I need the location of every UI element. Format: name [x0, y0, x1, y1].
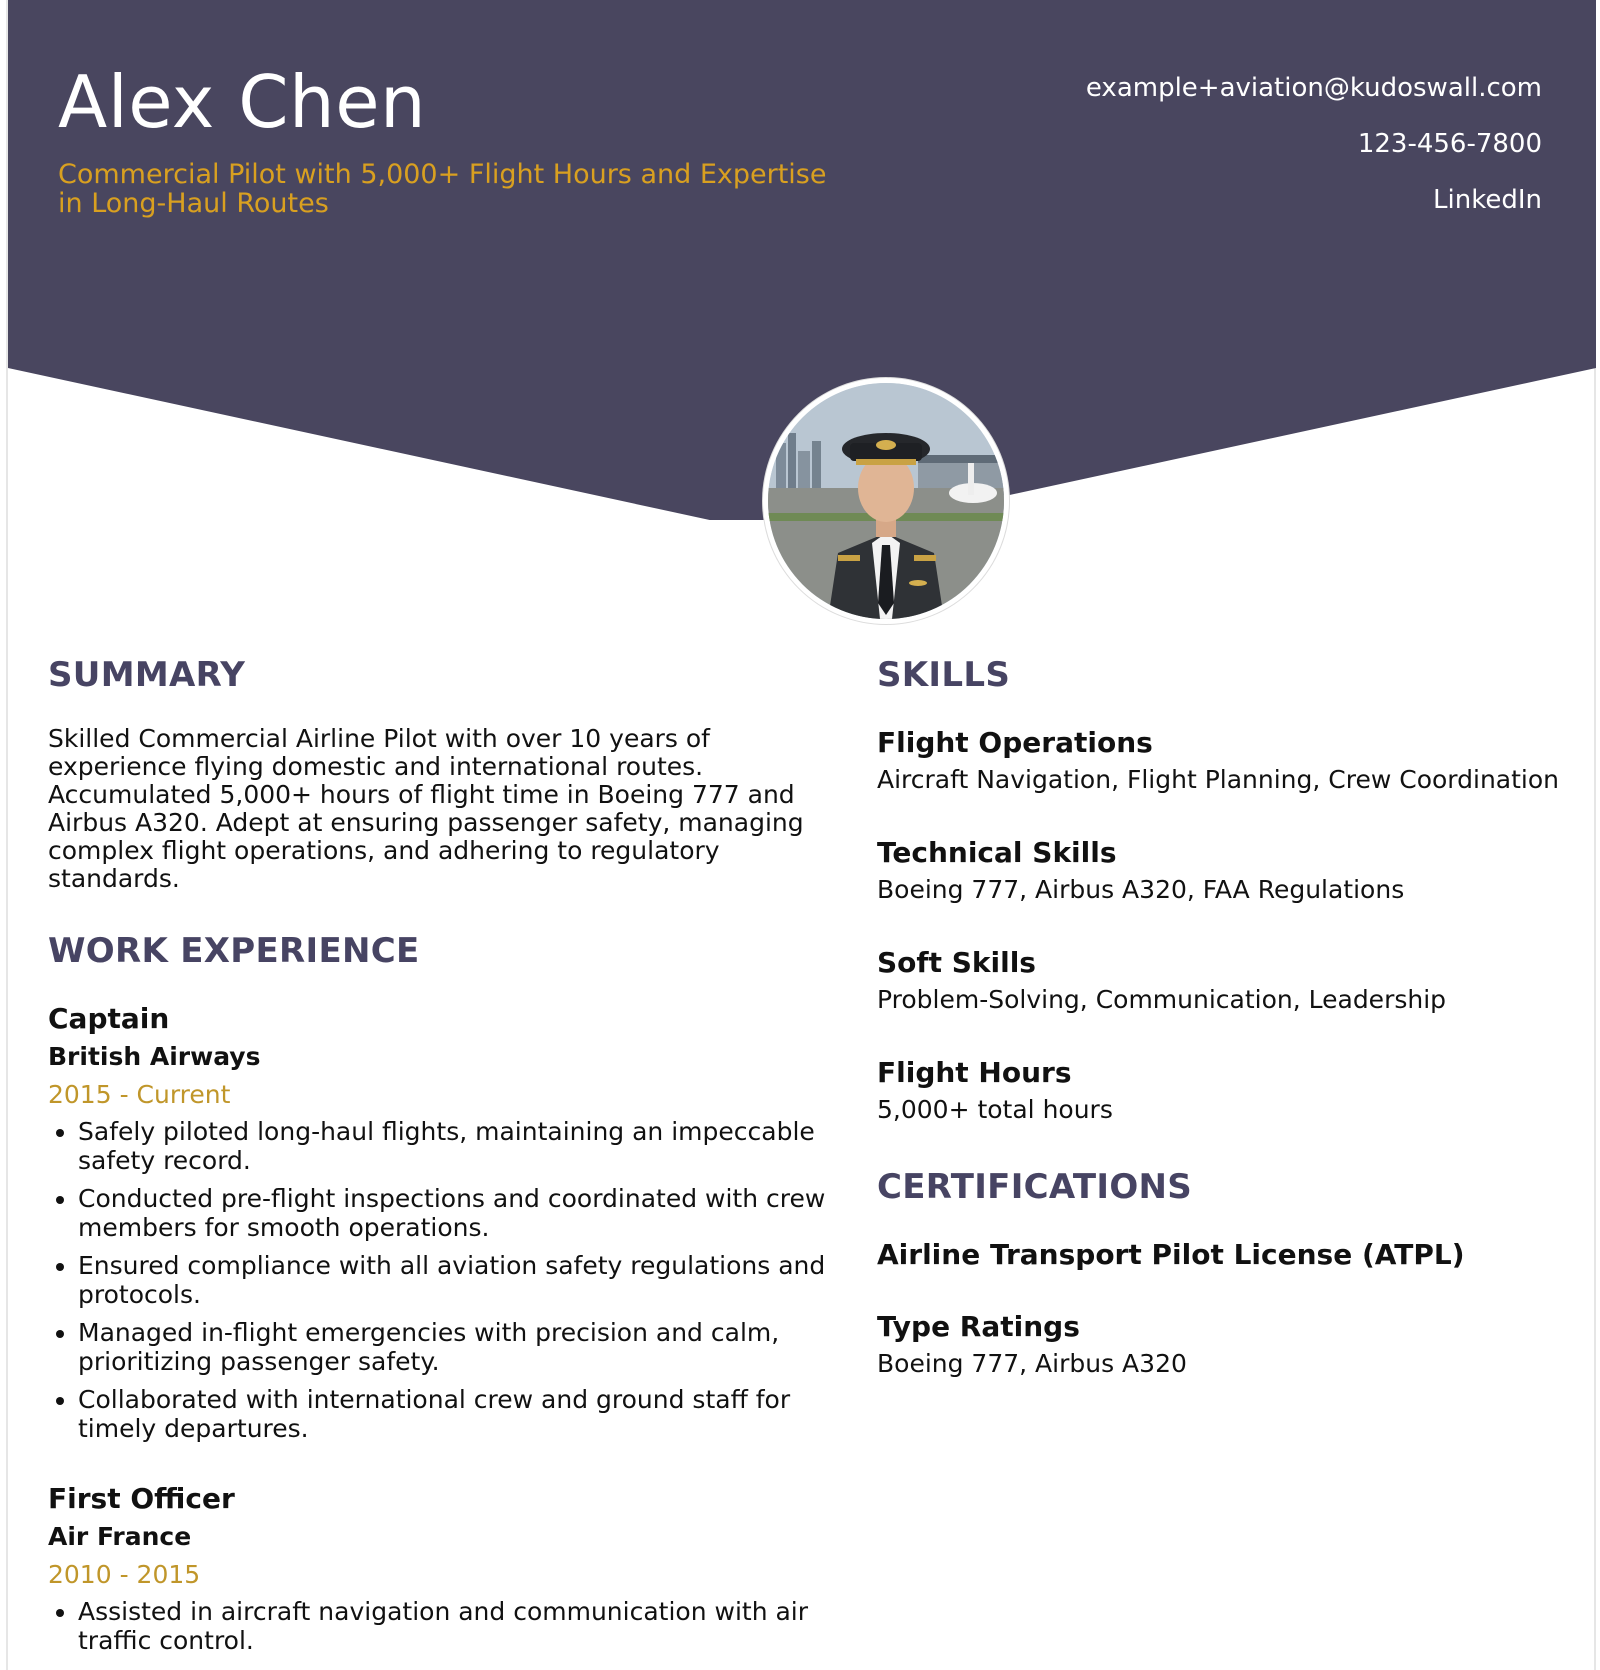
job-bullet: • Assisted in aircraft navigation and communication with air traffic control.	[78, 1597, 838, 1655]
skill-detail: Problem-Solving, Communication, Leadership	[877, 985, 1447, 1014]
pilot-portrait-image	[768, 383, 1004, 619]
left-column	[48, 655, 838, 1664]
certification-item	[877, 1309, 1577, 1383]
job-title: First Officer	[48, 1482, 235, 1515]
job-title: Captain	[48, 1002, 170, 1035]
candidate-name: Alex Chen	[58, 60, 427, 144]
job-dates: 2015 - Current	[48, 1080, 231, 1109]
work-experience-heading: WORK EXPERIENCE	[48, 931, 420, 971]
job-bullet: • Collaborated with international crew and ground staff for timely departures.	[78, 1385, 838, 1443]
job-company: British Airways	[48, 1042, 261, 1071]
job-bullets	[48, 1597, 838, 1655]
skills-heading: SKILLS	[877, 655, 1011, 695]
job-entry	[48, 1001, 838, 1443]
skill-name: Technical Skills	[877, 836, 1117, 869]
contact-phone[interactable]: 123-456-7800	[1357, 129, 1542, 159]
skill-name: Soft Skills	[877, 946, 1036, 979]
certifications-heading: CERTIFICATIONS	[877, 1167, 1193, 1207]
contact-email[interactable]: example+aviation@kudoswall.com	[1085, 73, 1542, 103]
contact-block	[1086, 70, 1542, 238]
contact-linkedin-link[interactable]: LinkedIn	[1433, 185, 1542, 215]
headline: Commercial Pilot with 5,000+ Flight Hours and Expertise in Long-Haul Routes	[58, 159, 827, 219]
job-entry	[48, 1481, 838, 1655]
skill-name: Flight Operations	[877, 726, 1153, 759]
skill-group	[877, 725, 1577, 799]
job-bullet: • Conducted pre-flight inspections and coordinated with crew members for smooth operations.	[78, 1184, 838, 1242]
certification-name: Type Ratings	[877, 1310, 1080, 1343]
skill-group	[877, 945, 1577, 1019]
skill-detail: Boeing 777, Airbus A320, FAA Regulations	[877, 875, 1405, 904]
certification-item	[877, 1237, 1577, 1273]
skill-detail: Aircraft Navigation, Flight Planning, Crew Coordination	[877, 765, 1559, 794]
skill-group	[877, 1055, 1577, 1129]
skill-group	[877, 835, 1577, 909]
job-bullet: • Safely piloted long-haul flights, maintaining an impeccable safety record.	[78, 1117, 838, 1175]
summary-text: Skilled Commercial Airline Pilot with over 10 years of experience flying domestic and international routes. Accumulated 5,000+ hours of flight time in Boeing 777 and Airbus A320. Adept at ensuring passenger safety, managing complex flight operations, and adhering to regulatory standards.	[48, 724, 804, 893]
job-bullet: • Ensured compliance with all aviation safety regulations and protocols.	[78, 1251, 838, 1309]
skill-name: Flight Hours	[877, 1056, 1072, 1089]
skill-detail: 5,000+ total hours	[877, 1095, 1113, 1124]
job-dates: 2010 - 2015	[48, 1560, 201, 1589]
profile-photo	[763, 378, 1009, 624]
right-column	[877, 655, 1577, 1383]
summary-heading: SUMMARY	[48, 655, 246, 695]
job-bullet: • Managed in-flight emergencies with precision and calm, prioritizing passenger safety.	[78, 1318, 838, 1376]
job-company: Air France	[48, 1522, 192, 1551]
certification-detail: Boeing 777, Airbus A320	[877, 1349, 1187, 1378]
job-bullets	[48, 1117, 838, 1443]
certification-name: Airline Transport Pilot License (ATPL)	[877, 1238, 1465, 1271]
